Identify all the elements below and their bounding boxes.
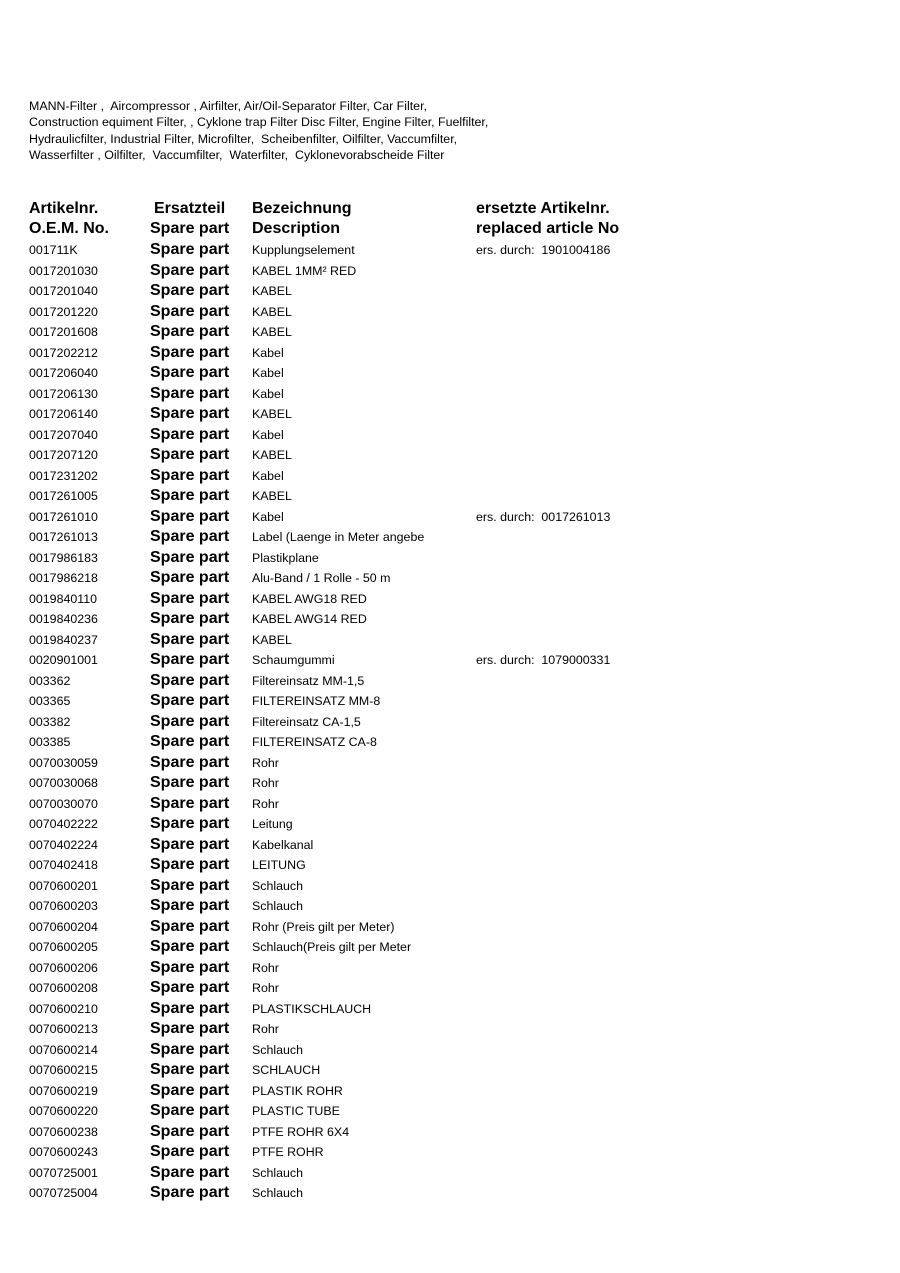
article-number: 001711K (29, 243, 78, 257)
description: Rohr (Preis gilt per Meter) (252, 919, 395, 934)
table-row (0, 814, 900, 835)
table-row (0, 281, 900, 302)
description: Rohr (252, 776, 279, 790)
article-number: 0017261005 (29, 489, 98, 503)
spare-part-label: Spare part (150, 528, 230, 545)
description: Rohr (252, 796, 279, 811)
table-row (0, 589, 900, 610)
header-spare-de: Ersatzteil (154, 200, 226, 217)
header-description-en: Description (252, 220, 341, 237)
table-row (0, 650, 900, 671)
description: Schlauch (252, 1186, 303, 1200)
table-row (0, 691, 900, 712)
description: Schlauch(Preis gilt per Meter (252, 940, 412, 954)
description: KABEL (252, 325, 292, 339)
spare-part-label: Spare part (150, 384, 230, 402)
table-row (0, 1019, 900, 1040)
article-number: 0070600238 (29, 1124, 98, 1139)
spare-part-label: Spare part (150, 589, 230, 607)
spare-part-label: Spare part (150, 876, 230, 894)
description: PLASTIK ROHR (252, 1083, 343, 1098)
description: Schlauch (252, 1042, 303, 1057)
description: PLASTIKSCHLAUCH (252, 1001, 372, 1016)
table-row (0, 507, 900, 528)
spare-part-label: Spare part (150, 548, 230, 566)
article-number: 0017231202 (29, 468, 98, 483)
table-row (0, 630, 900, 651)
article-number: 0070600204 (29, 919, 98, 934)
spare-part-label: Spare part (150, 917, 230, 935)
table-row (0, 835, 900, 856)
description: KABEL AWG14 RED (252, 612, 367, 626)
description: FILTEREINSATZ CA-8 (252, 735, 377, 749)
description: Rohr (252, 960, 279, 975)
table-row (0, 753, 900, 774)
description: Rohr (252, 755, 279, 770)
table-row (0, 343, 900, 364)
table-row (0, 322, 900, 343)
table-row (0, 527, 900, 548)
table-row (0, 978, 900, 999)
table-row (0, 609, 900, 630)
article-number: 0017206040 (29, 366, 98, 380)
table-row (0, 1163, 900, 1184)
table-row (0, 671, 900, 692)
article-number: 0070600208 (29, 981, 98, 995)
table-row (0, 937, 900, 958)
spare-part-label: Spare part (150, 425, 230, 443)
article-number: 0019840237 (29, 632, 98, 647)
description: Kabelkanal (252, 837, 314, 852)
spare-part-label: Spare part (150, 1143, 230, 1160)
spare-part-label: Spare part (150, 774, 230, 791)
description: Rohr (252, 1022, 279, 1036)
table-row (0, 486, 900, 507)
parts-table (0, 240, 900, 1204)
spare-part-label: Spare part (150, 856, 230, 873)
header-replaced-en: replaced article No (476, 220, 620, 237)
spare-part-label: Spare part (150, 692, 230, 709)
spare-part-label: Spare part (150, 671, 230, 689)
article-number: 0017201030 (29, 263, 98, 278)
description: SCHLAUCH (252, 1063, 321, 1077)
spare-part-label: Spare part (150, 1184, 230, 1201)
spare-part-label: Spare part (150, 323, 230, 340)
table-row (0, 1040, 900, 1061)
table-row (0, 404, 900, 425)
description: Plastikplane (252, 550, 319, 565)
table-row (0, 1122, 900, 1143)
description: KABEL (252, 284, 292, 298)
intro-line: MANN-Filter , Aircompressor , Airfilter, Air/Oil-Separator Filter, Car Filter, (29, 99, 427, 113)
replaced-article: ers. durch: 1901004186 (476, 243, 611, 257)
table-row (0, 855, 900, 876)
article-number: 0070600219 (29, 1083, 98, 1098)
article-number: 0017207120 (29, 448, 98, 462)
description: LEITUNG (252, 858, 306, 872)
description: PTFE ROHR 6X4 (252, 1124, 350, 1139)
intro-text (29, 98, 488, 163)
description: FILTEREINSATZ MM-8 (252, 694, 381, 708)
description: Kabel (252, 468, 284, 483)
description: Label (Laenge in Meter angebe (252, 530, 425, 544)
table-row (0, 1101, 900, 1122)
table-row (0, 425, 900, 446)
article-number: 0070402224 (29, 837, 98, 852)
description: PTFE ROHR (252, 1145, 324, 1159)
header-article-en: O.E.M. No. (29, 220, 109, 237)
table-row (0, 1060, 900, 1081)
spare-part-label: Spare part (150, 815, 230, 832)
spare-part-label: Spare part (150, 405, 230, 422)
article-number: 0070600214 (29, 1042, 98, 1057)
article-number: 0070600210 (29, 1001, 98, 1016)
spare-part-label: Spare part (150, 999, 230, 1017)
article-number: 0017202212 (29, 345, 98, 360)
spare-part-label: Spare part (150, 897, 230, 914)
table-row (0, 794, 900, 815)
spare-part-label: Spare part (150, 487, 230, 504)
spare-part-label: Spare part (150, 794, 230, 812)
intro-line: Construction equiment Filter, , Cyklone trap Filter Disc Filter, Engine Filter, Fuelfilter, (29, 115, 489, 130)
description: KABEL (252, 632, 292, 647)
description: KABEL (252, 304, 292, 319)
article-number: 0070030059 (29, 755, 98, 770)
spare-part-label: Spare part (150, 630, 230, 648)
article-number: 0020901001 (29, 653, 98, 667)
description: KABEL (252, 407, 292, 421)
article-number: 0017206140 (29, 407, 98, 421)
article-number: 0019840110 (29, 591, 97, 606)
article-number: 0019840236 (29, 612, 98, 626)
article-number: 003362 (29, 673, 71, 688)
description: KABEL AWG18 RED (252, 591, 367, 606)
table-row (0, 999, 900, 1020)
table-row (0, 568, 900, 589)
spare-part-label: Spare part (150, 1020, 230, 1037)
spare-part-label: Spare part (150, 979, 230, 996)
header-spare-en: Spare part (150, 220, 230, 237)
spare-part-label: Spare part (150, 282, 230, 299)
spare-part-label: Spare part (150, 610, 230, 627)
article-number: 0017206130 (29, 386, 98, 401)
replaced-article: ers. durch: 0017261013 (476, 509, 611, 524)
spare-part-label: Spare part (150, 938, 230, 955)
table-row (0, 445, 900, 466)
article-number: 0070600213 (29, 1022, 98, 1036)
intro-line: Wasserfilter , Oilfilter, Vaccumfilter, Waterfilter, Cyklonevorabscheide Filter (29, 147, 445, 162)
spare-part-label: Spare part (150, 343, 230, 361)
description: Schlauch (252, 1165, 303, 1180)
header-article-de: Artikelnr. (29, 200, 99, 217)
description: Schlauch (252, 878, 303, 893)
description: Kupplungselement (252, 243, 355, 257)
spare-part-label: Spare part (150, 1163, 230, 1181)
description: KABEL (252, 489, 292, 503)
table-row (0, 876, 900, 897)
spare-part-label: Spare part (150, 1081, 230, 1099)
replaced-article: ers. durch: 1079000331 (476, 653, 611, 667)
article-number: 0070402418 (29, 858, 98, 872)
article-number: 0070030070 (29, 796, 98, 811)
description: Schaumgummi (252, 653, 335, 667)
article-number: 0070030068 (29, 776, 98, 790)
spare-part-label: Spare part (150, 733, 230, 750)
spare-part-label: Spare part (150, 1122, 230, 1140)
description: KABEL 1MM² RED (252, 263, 357, 278)
article-number: 0070600220 (29, 1104, 98, 1118)
description: Schlauch (252, 899, 303, 913)
description: Kabel (252, 345, 284, 360)
table-row (0, 384, 900, 405)
intro-line: Hydraulicfilter, Industrial Filter, Microfilter, Scheibenfilter, Oilfilter, Vaccumfilter, (29, 131, 458, 146)
description: Filtereinsatz CA-1,5 (252, 714, 361, 729)
article-number: 003382 (29, 714, 71, 729)
spare-part-label: Spare part (150, 1040, 230, 1058)
spare-part-label: Spare part (150, 261, 230, 279)
article-number: 0070725004 (29, 1186, 98, 1200)
description: Kabel (252, 366, 284, 380)
table-row (0, 466, 900, 487)
spare-part-label: Spare part (150, 1102, 230, 1119)
spare-part-label: Spare part (150, 446, 230, 463)
table-row (0, 773, 900, 794)
table-row (0, 261, 900, 282)
table-row (0, 732, 900, 753)
spare-part-label: Spare part (150, 835, 230, 853)
article-number: 0017986218 (29, 571, 98, 585)
spare-part-label: Spare part (150, 712, 230, 730)
article-number: 0070600206 (29, 960, 98, 975)
description: Kabel (252, 427, 284, 442)
table-row (0, 240, 900, 261)
article-number: 0017201608 (29, 325, 98, 339)
article-number: 0070600215 (29, 1063, 98, 1077)
spare-part-label: Spare part (150, 364, 230, 381)
spare-part-label: Spare part (150, 241, 230, 258)
article-number: 0017201220 (29, 304, 98, 319)
article-number: 0070600203 (29, 899, 98, 913)
spare-part-label: Spare part (150, 507, 230, 525)
article-number: 0070600243 (29, 1145, 98, 1159)
description: Kabel (252, 386, 284, 401)
header-replaced-de: ersetzte Artikelnr. (476, 200, 610, 217)
article-number: 0070725001 (29, 1165, 98, 1180)
table-row (0, 1081, 900, 1102)
spare-part-label: Spare part (150, 466, 230, 484)
article-number: 0070600205 (29, 940, 98, 954)
table-row (0, 363, 900, 384)
article-number: 0017261013 (29, 530, 98, 544)
article-number: 0017261010 (29, 509, 98, 524)
table-row (0, 917, 900, 938)
description: PLASTIC TUBE (252, 1104, 340, 1118)
article-number: 003365 (29, 694, 71, 708)
table-row (0, 548, 900, 569)
article-number: 0017207040 (29, 427, 98, 442)
article-number: 0017201040 (29, 284, 98, 298)
spare-part-label: Spare part (150, 569, 230, 586)
spare-part-label: Spare part (150, 753, 230, 771)
article-number: 003385 (29, 735, 71, 749)
description: Leitung (252, 817, 293, 831)
spare-part-label: Spare part (150, 651, 230, 668)
description: Rohr (252, 981, 279, 995)
article-number: 0070600201 (29, 878, 98, 893)
description: Alu-Band / 1 Rolle - 50 m (252, 571, 391, 585)
table-row (0, 712, 900, 733)
table-row (0, 302, 900, 323)
spare-part-label: Spare part (150, 958, 230, 976)
description: KABEL (252, 448, 292, 462)
table-row (0, 1142, 900, 1163)
table-row (0, 958, 900, 979)
table-row (0, 896, 900, 917)
spare-part-label: Spare part (150, 302, 230, 320)
header-description-de: Bezeichnung (252, 200, 352, 217)
description: Filtereinsatz MM-1,5 (252, 673, 365, 688)
description: Kabel (252, 509, 284, 524)
table-row (0, 1183, 900, 1204)
article-number: 0017986183 (29, 550, 98, 565)
article-number: 0070402222 (29, 817, 98, 831)
spare-part-label: Spare part (150, 1061, 230, 1078)
